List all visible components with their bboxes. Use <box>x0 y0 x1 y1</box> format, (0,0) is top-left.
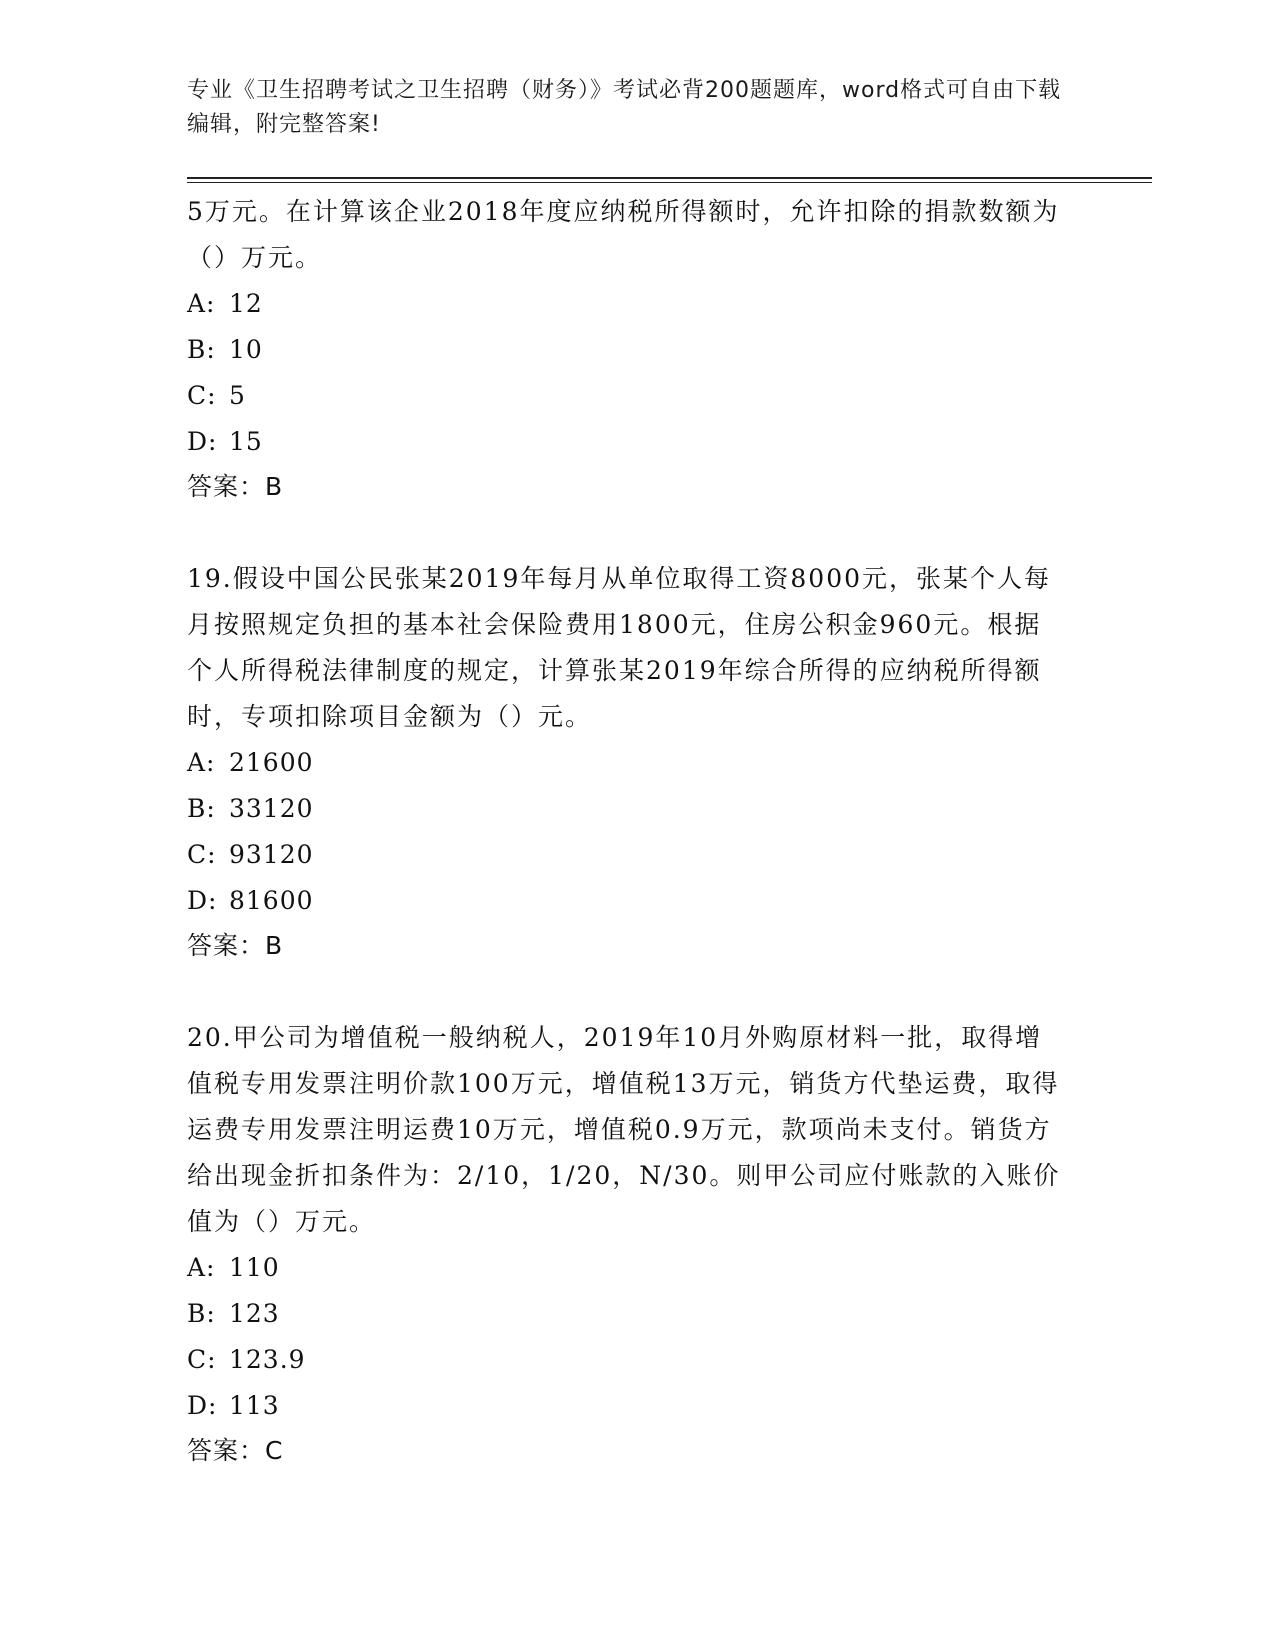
option-label: C: <box>187 840 217 869</box>
option-label: A: <box>187 1253 216 1282</box>
option-value: 110 <box>229 1253 280 1282</box>
option-d <box>187 419 1067 465</box>
option-value: 10 <box>229 335 263 364</box>
option-a <box>187 740 1067 786</box>
option-label: D: <box>187 427 218 456</box>
option-c <box>187 1337 1067 1383</box>
option-value: 81600 <box>229 886 314 915</box>
header-divider-thick <box>187 177 1152 179</box>
option-value: 123.9 <box>229 1345 306 1374</box>
option-c <box>187 832 1067 878</box>
option-value: 12 <box>229 289 263 318</box>
option-a <box>187 1245 1067 1291</box>
question-block <box>187 556 1067 968</box>
option-label: A: <box>187 748 216 777</box>
option-value: 113 <box>229 1391 280 1420</box>
document-header: 专业《卫生招聘考试之卫生招聘（财务）》考试必背200题题库，word格式可自由下载编辑，附完整答案! <box>187 78 1062 137</box>
question-spacer <box>187 509 1067 556</box>
option-label: D: <box>187 886 218 915</box>
option-b <box>187 786 1067 832</box>
option-label: B: <box>187 1299 216 1328</box>
option-c <box>187 373 1067 419</box>
answer-line: 答案：B <box>187 472 284 501</box>
option-label: A: <box>187 289 216 318</box>
option-value: 123 <box>229 1299 280 1328</box>
header-divider-thin <box>187 182 1152 183</box>
option-b <box>187 1291 1067 1337</box>
option-d <box>187 1383 1067 1429</box>
option-value: 21600 <box>229 748 314 777</box>
question-list <box>187 189 1067 1473</box>
question-stem: 20.甲公司为增值税一般纳税人，2019年10月外购原材料一批，取得增值税专用发票注明价款100万元，增值税13万元，销货方代垫运费，取得运费专用发票注明运费10万元，增值税0.9万元，款项尚未支付。销货方给出现金折扣条件为：2/10，1/20，N/30。则甲公司应付账款的入账价值为（）万元。 <box>187 1023 1061 1236</box>
option-value: 93120 <box>229 840 314 869</box>
question-block <box>187 189 1067 509</box>
option-value: 15 <box>229 427 263 456</box>
question-stem: 5万元。在计算该企业2018年度应纳税所得额时，允许扣除的捐款数额为（）万元。 <box>187 197 1060 272</box>
answer-line: 答案：C <box>187 1436 284 1465</box>
option-a <box>187 281 1067 327</box>
option-label: C: <box>187 1345 217 1374</box>
option-label: B: <box>187 335 216 364</box>
question-stem: 19.假设中国公民张某2019年每月从单位取得工资8000元，张某个人每月按照规定负担的基本社会保险费用1800元，住房公积金960元。根据个人所得税法律制度的规定，计算张某2019年综合所得的应纳税所得额时，专项扣除项目金额为（）元。 <box>187 564 1052 731</box>
question-spacer <box>187 968 1067 1015</box>
option-b <box>187 327 1067 373</box>
option-d <box>187 878 1067 924</box>
option-label: B: <box>187 794 216 823</box>
option-label: D: <box>187 1391 218 1420</box>
option-label: C: <box>187 381 217 410</box>
option-value: 5 <box>229 381 246 410</box>
question-block <box>187 1015 1067 1473</box>
option-value: 33120 <box>229 794 314 823</box>
answer-line: 答案：B <box>187 931 284 960</box>
